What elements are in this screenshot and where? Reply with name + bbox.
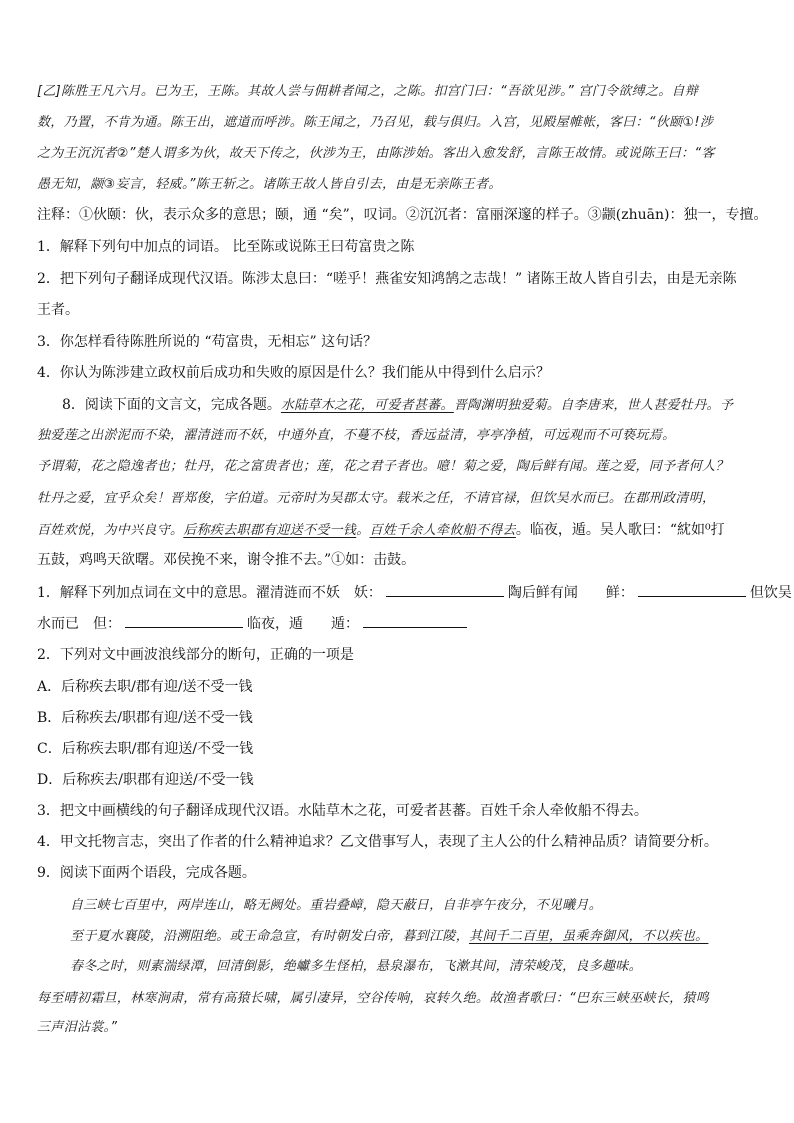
question-7-2: 2．把下列句子翻译成现代汉语。陈涉太息曰：“嗟乎！燕雀安知鸿鹄之志哉！” 诸陈王故人皆自引去，由是无亲陈 — [37, 271, 737, 287]
passage-a-line: 予谓菊，花之隐逸者也；牡丹，花之富贵者也；莲，花之君子者也。噫！菊之爱，陶后鲜有闻。莲之爱，同予者何人？ — [37, 459, 729, 474]
answer-blank[interactable] — [386, 582, 504, 597]
question-8-intro: 8．阅读下面的文言文，完成各题。 — [62, 397, 281, 413]
question-9-intro: 9．阅读下面两个语段，完成各题。 — [37, 865, 256, 881]
option-a[interactable]: A．后称疾去职/郡有迎/送不受一钱 — [37, 679, 253, 695]
passage-b-line: [乙]陈胜王凡六月。已为王，王陈。其故人尝与佣耕者闻之，之陈。扣宫门曰：“吾欲见涉。” 宫门令欲缚之。自辩 — [37, 84, 699, 99]
question-8-1 — [37, 582, 792, 603]
question-text: 陶后鲜有闻 鲜： — [507, 585, 634, 601]
passage-sanxia-line — [70, 926, 759, 947]
annotation-notes: 注释：①伙颐：伙，表示众多的意思；颐，通 “矣”，叹词。②沉沉者：富丽深邃的样子。③颛(zhuān)：独一，专擅。 — [37, 207, 768, 223]
question-8-1-cont — [37, 613, 759, 634]
passage-b2-line — [37, 520, 759, 541]
question-8-3: 3．把文中画横线的句子翻译成现代汉语。水陆草木之花，可爱者甚蕃。百姓千余人牵攸船不得去。 — [37, 803, 648, 819]
option-b[interactable]: B．后称疾去/职郡有迎/送不受一钱 — [37, 710, 253, 726]
passage-sanxia-line: 自三峡七百里中，两岸连山，略无阙处。重岩叠嶂，隐天蔽日，自非亭午夜分，不见曦月。 — [70, 898, 603, 913]
passage-sanxia-line: 春冬之时，则素湍绿潭，回清倒影，绝巘多生怪柏，悬泉瀑布，飞漱其间，清荣峻茂，良多趣味。 — [70, 959, 642, 974]
passage-text: 。 — [356, 523, 370, 538]
question-text: 1．解释下列加点词在文中的意思。濯清涟而不妖 妖： — [37, 585, 382, 601]
question-7-1: 1．解释下列句中加点的词语。 比至陈或说陈王曰苟富贵之陈 — [37, 239, 415, 255]
answer-blank[interactable] — [125, 613, 243, 628]
passage-sanxia-line: 每至晴初霜旦，林寒涧肃，常有高猿长啸，属引凄异，空谷传响，哀转久绝。故渔者歌曰：“巴东三峡巫峡长，猿鸣 — [37, 991, 710, 1006]
answer-blank[interactable] — [363, 613, 467, 628]
passage-sanxia-line: 三声泪沾裳。” — [37, 1020, 118, 1035]
wavy-underlined-sentence: 后称疾去职郡有迎送不受一钱 — [183, 523, 357, 538]
question-text: 水而已 但： — [37, 616, 121, 632]
passage-b-line: 愚无知，颛③妄言，轻威。”陈王斩之。诸陈王故人皆自引去，由是无亲陈王者。 — [37, 177, 502, 192]
underlined-sentence: 其间千二百里，虽乘奔御风，不以疾也。 — [469, 929, 709, 944]
passage-text: 晋陶渊明独爱菊。自李唐来，世人甚爱牡丹。予 — [453, 398, 734, 413]
question-8-passage-line — [62, 395, 759, 416]
answer-blank[interactable] — [638, 582, 746, 597]
passage-b2-line: 牡丹之爱，宜乎众矣！晋郑俊，字伯道。元帝时为吴郡太守。载米之任，不请官禄，但饮吴水而已。在郡刑政清明， — [37, 491, 716, 506]
passage-b2-line: 五鼓，鸡鸣天欲曙。邓侯挽不来，谢令推不去。”①如：击鼓。 — [37, 552, 416, 568]
question-7-4: 4．你认为陈涉建立政权前后成功和失败的原因是什么？我们能从中得到什么启示？ — [37, 365, 550, 381]
passage-b-line: 数，乃置，不肯为通。陈王出，遮道而呼涉。陈王闻之，乃召见，载与俱归。入宫，见殿屋帷帐，客曰：“伙颐①!涉 — [37, 115, 714, 130]
question-7-2-cont: 王者。 — [37, 302, 79, 318]
underlined-sentence: 水陆草木之花，可爱者甚蕃。 — [280, 398, 454, 413]
passage-a-line: 独爱莲之出淤泥而不染，濯清涟而不妖，中通外直，不蔓不枝，香远益清，亭亭净植，可远观而不可亵玩焉。 — [37, 428, 676, 443]
question-text: 临夜，遁 遁： — [247, 616, 359, 632]
passage-text: 。临夜，遁。吴人歌曰：“紞如⁰打 — [515, 522, 725, 538]
question-8-2: 2．下列对文中画波浪线部分的断句，正确的一项是 — [37, 647, 354, 663]
passage-b-line: 之为王沉沉者②”楚人谓多为伙，故天下传之，伙涉为王，由陈涉始。客出入愈发舒，言陈王故情。或说陈王曰：“客 — [37, 146, 715, 161]
question-7-3: 3．你怎样看待陈胜所说的 “苟富贵，无相忘” 这句话？ — [37, 334, 378, 350]
option-d[interactable]: D．后称疾去/职郡有迎送/不受一钱 — [37, 772, 254, 788]
question-8-4: 4．甲文托物言志，突出了作者的什么精神追求？乙文借事写人，表现了主人公的什么精神品质？请简要分析。 — [37, 834, 718, 850]
question-text: 但饮吴 — [749, 585, 792, 601]
passage-text: 至于夏水襄陵，沿溯阻绝。或王命急宣，有时朝发白帝，暮到江陵， — [70, 929, 470, 944]
passage-text: 百姓欢悦，为中兴良守。 — [37, 523, 184, 538]
underlined-sentence: 百姓千余人牵攸船不得去 — [369, 523, 516, 538]
option-c[interactable]: C．后称疾去职/郡有迎送/不受一钱 — [37, 741, 254, 757]
